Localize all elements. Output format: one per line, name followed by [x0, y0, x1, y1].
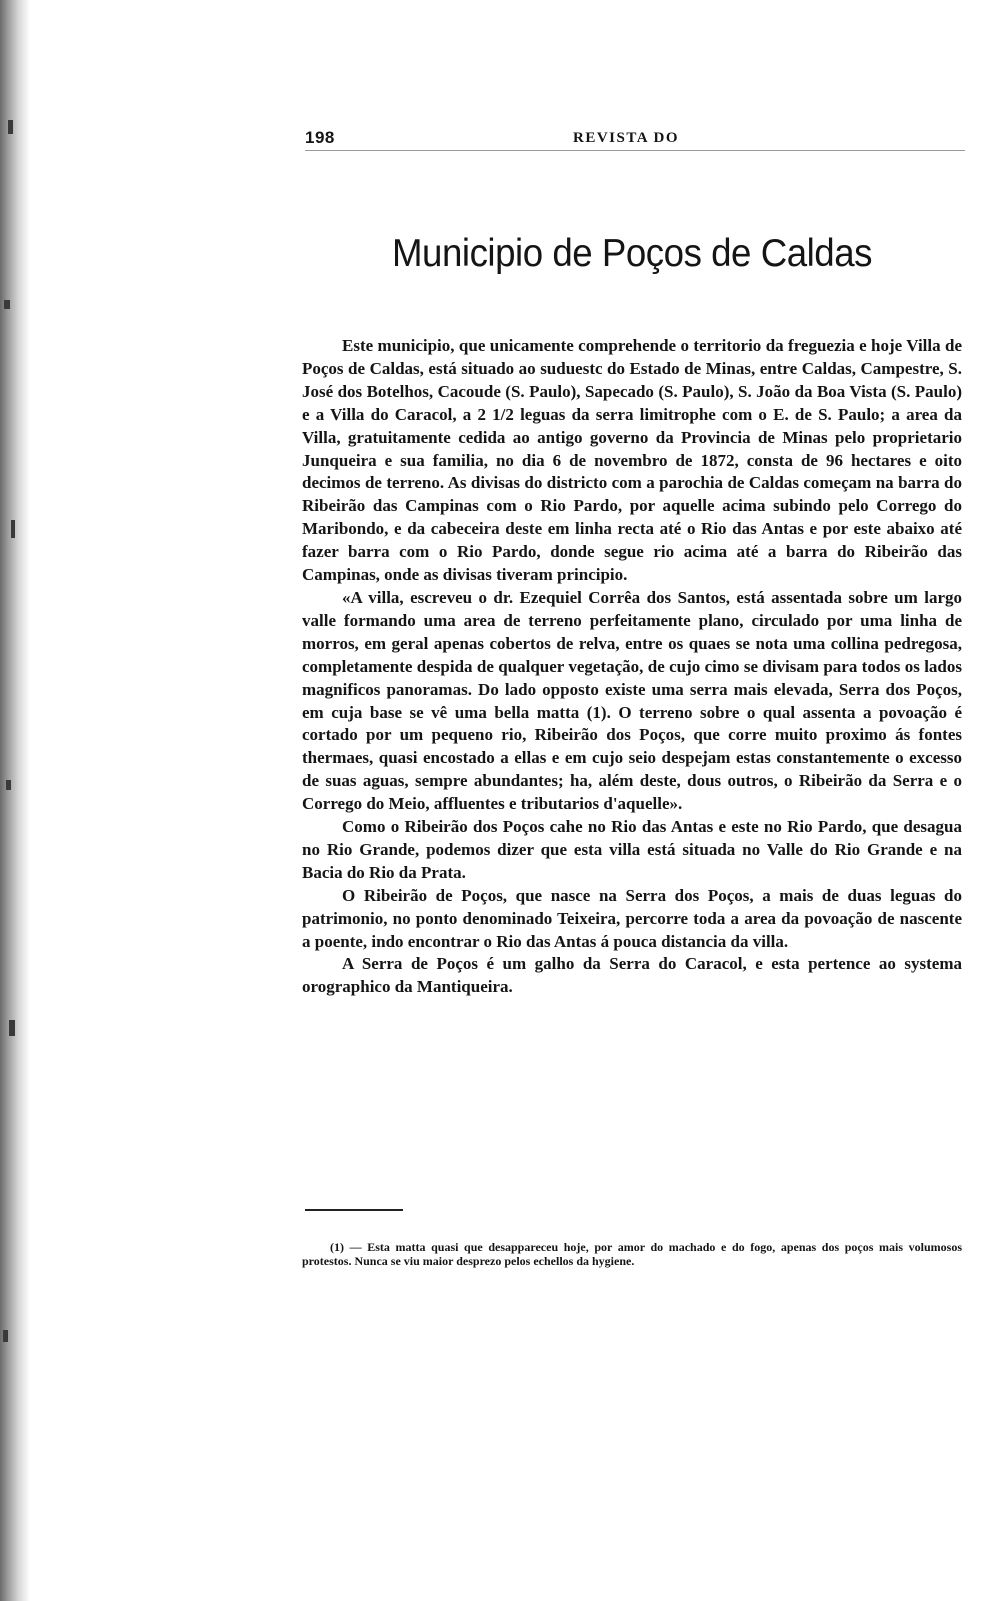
paragraph-1: Este municipio, que unicamente comprehende o territorio da freguezia e hoje Villa de Poços de Caldas, está situado ao suduestc do Estado de Minas, entre Caldas, Campestre, S. José dos Botelhos, Cacoude (S. Paulo), Sapecado (S. Paulo), S. João da Boa Vista (S. Paulo) e a Villa do Caracol, a 2 1/2 leguas da serra limitrophe com o E. de S. Paulo; a area da Villa, gratuitamente cedida ao antigo governo da Provincia de Minas pelo proprietario Junqueira e sua familia, no dia 6 de novembro de 1872, consta de 96 hectares e oito decimos de terreno. As divisas do districto com a parochia de Caldas começam na barra do Ribeirão das Campinas com o Rio Pardo, por aquelle acima subindo pelo Corrego do Maribondo, e da cabeceira deste em linha recta até o Rio das Antas e por este abaixo até fazer barra com o Rio Pardo, donde segue rio acima até a barra do Ribeirão das Campinas, onde as divisas tiveram principio.: [302, 336, 962, 585]
page-header: [305, 128, 965, 152]
paragraph-4: O Ribeirão de Poços, que nasce na Serra dos Poços, a mais de duas leguas do patrimonio, no ponto denominado Teixeira, percorre toda a area da povoação de nascente a poente, indo encontrar o Rio das Antas á pouca distancia da villa.: [302, 885, 962, 951]
paragraph-3: Como o Ribeirão dos Poços cahe no Rio das Antas e este no Rio Pardo, que desagua no Rio Grande, podemos dizer que esta villa está situada no Valle do Rio Grande e na Bacia do Rio da Prata.: [302, 817, 962, 882]
page-number: 198: [305, 128, 335, 147]
paragraph-5: A Serra de Poços é um galho da Serra do Caracol, e esta pertence ao systema orographico da Mantiqueira.: [302, 954, 962, 997]
article-title: Municipio de Poços de Caldas: [391, 232, 872, 275]
footnote-rule: [305, 1209, 403, 1211]
running-head: REVISTA DO: [573, 130, 679, 146]
header-rule: [305, 150, 965, 151]
article-body: [302, 335, 962, 999]
footnote-text: (1) — Esta matta quasi que desappareceu hoje, por amor do machado e do fogo, apenas dos poços mais volumosos protestos. Nunca se viu maior desprezo pelos echellos da hygiene.: [302, 1240, 962, 1268]
scan-margin-shadow: [0, 0, 30, 1601]
paragraph-2: «A villa, escreveu o dr. Ezequiel Corrêa dos Santos, está assentada sobre um largo valle formando uma area de terreno perfeitamente plano, circulado por uma linha de morros, em geral apenas cobertos de relva, entre os quaes se nota uma collina pedregosa, completamente despida de qualquer vegetação, de cujo cimo se divisam para todos os lados magnificos panoramas. Do lado opposto existe uma serra mais elevada, Serra dos Poços, em cuja base se vê uma bella matta (1). O terreno sobre o qual assenta a povoação é cortado por um pequeno rio, Ribeirão dos Poços, que corre muito proximo ás fontes thermaes, quasi encostado a ellas e em cujo seio despejam estas constantemente o excesso de suas aguas, sempre abundantes; ha, além deste, dous outros, o Ribeirão da Serra e o Corrego do Meio, affluentes e tributarios d'aquelle».: [302, 587, 962, 814]
footnote: [302, 1240, 962, 1268]
